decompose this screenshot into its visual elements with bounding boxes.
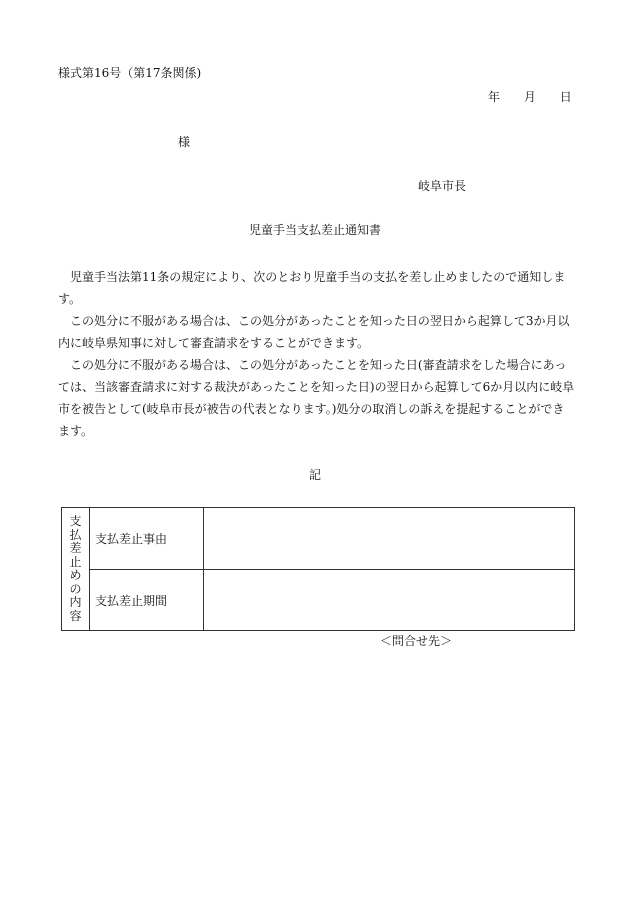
table-row-label: 支払差止事由: [89, 508, 204, 569]
side-header-char: 容: [69, 608, 82, 623]
document-title: 児童手当支払差止通知書: [248, 223, 381, 237]
table-row-value: [204, 569, 574, 631]
body-paragraph: 児童手当法第11条の規定により、次のとおり児童手当の支払を差し止めましたので通知します。: [58, 270, 566, 306]
table-row-label: 支払差止期間: [89, 569, 204, 630]
contact-label: ＜問合せ先＞: [380, 634, 453, 648]
side-header-char: 払: [69, 527, 82, 542]
side-header-char: 止: [69, 554, 82, 569]
side-header-char: の: [69, 581, 82, 596]
side-header-char: 内: [69, 595, 82, 609]
date-month-label: 月: [523, 90, 536, 104]
ki-heading: 記: [308, 468, 321, 482]
side-header-char: 差: [69, 541, 82, 555]
date-year-label: 年: [488, 90, 501, 104]
addressee: 様: [178, 135, 191, 149]
date-day-label: 日: [559, 90, 572, 104]
form-number: 様式第16号（第17条関係): [58, 66, 202, 80]
body-paragraph: この処分に不服がある場合は、この処分があったことを知った日(審査請求をした場合にあっては、当該審査請求に対する裁決があったことを知った日)の翌日から起算して6か月以内に岐阜市を被告として(岐阜市長が被告の代表となります。)処分の取消しの訴えを提起することができます。: [58, 358, 575, 438]
table-side-header: [62, 508, 90, 630]
side-header-char: め: [69, 568, 82, 582]
table-row-value: [204, 508, 574, 569]
side-header-char: 支: [69, 514, 82, 528]
body-paragraph: この処分に不服がある場合は、この処分があったことを知った日の翌日から起算して3か月以内に岐阜県知事に対して審査請求をすることができます。: [58, 314, 570, 350]
body-text: [58, 266, 576, 442]
sender: 岐阜市長: [418, 179, 467, 193]
date-line: [488, 91, 572, 103]
detail-table: [61, 507, 575, 631]
